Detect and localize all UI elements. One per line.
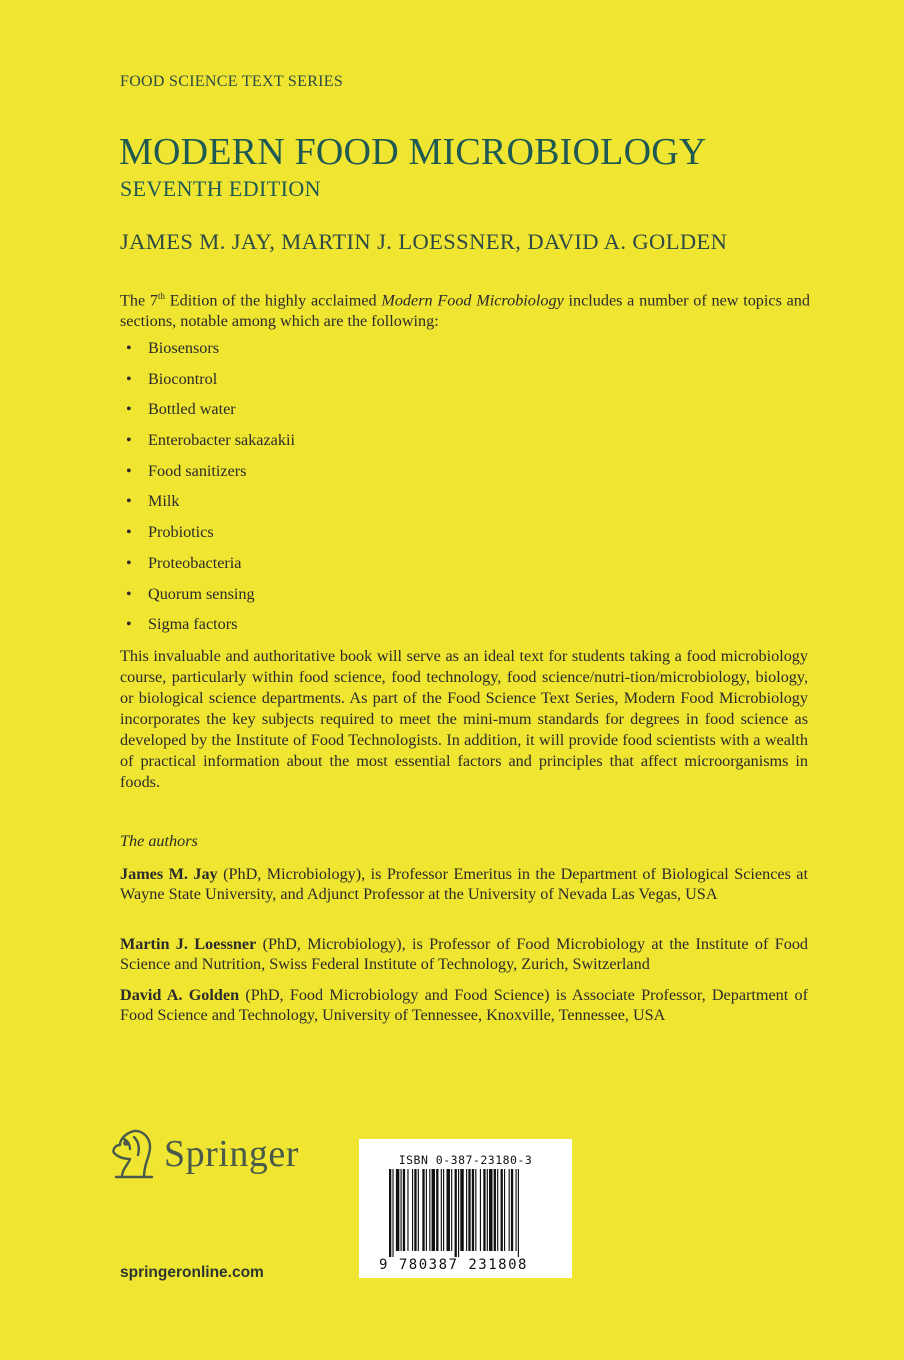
barcode-bar (511, 1169, 513, 1251)
barcode-bar (396, 1169, 399, 1251)
barcode-bar (497, 1169, 498, 1251)
author-bio (120, 934, 808, 974)
barcode-bar (403, 1169, 405, 1251)
ean-number: 9 780387 231808 (379, 1257, 528, 1273)
barcode-bar (389, 1169, 391, 1257)
author-bio (120, 864, 808, 904)
barcode-bar (487, 1169, 488, 1251)
topic-label: Biosensors (148, 339, 220, 357)
description-paragraph: This invaluable and authoritative book will serve as an ideal text for students taking a food microbiology course, particularly within food science, food technology, food science/nutri-tion/microbiology, biology, or biological science departments. As part of the Food Science Text Series, Modern Food Microbiology incorporates the key subjects required to meet the mini-mum standards for degrees in food science as developed by the Institute of Food Technologists. In addition, it will provide food scientists with a wealth of practical information about the most essential factors and principles that affect microorganisms in foods. (120, 647, 808, 791)
authors-heading: The authors (120, 832, 198, 850)
barcode-bar (422, 1169, 424, 1251)
barcode-bar (429, 1169, 430, 1251)
topics-list (126, 336, 295, 643)
bullet-icon: • (126, 584, 132, 603)
bullet-icon: • (126, 339, 132, 357)
barcode-icon (389, 1169, 564, 1257)
topic-item (126, 489, 295, 520)
barcode-bar (447, 1169, 450, 1251)
series-name: FOOD SCIENCE TEXT SERIES (120, 73, 344, 90)
barcode-bar (509, 1169, 510, 1251)
bullet-icon: • (126, 431, 132, 450)
barcode-bar (494, 1169, 496, 1251)
barcode-bar (401, 1169, 402, 1251)
intro-book-title: Modern Food Microbiology (381, 291, 564, 310)
barcode-bar (414, 1169, 416, 1251)
barcode-bar (412, 1169, 413, 1251)
barcode-bar (516, 1169, 517, 1251)
barcode-bar (460, 1169, 463, 1251)
topic-label: Enterobacter sakazakii (148, 431, 295, 450)
isbn-text: ISBN 0-387-23180-3 (398, 1153, 533, 1167)
bullet-icon: • (126, 523, 132, 542)
barcode-bar (468, 1169, 470, 1251)
bullet-icon: • (126, 369, 132, 388)
topic-item (126, 397, 295, 428)
barcode-bar (518, 1169, 519, 1257)
barcode-bar (458, 1169, 459, 1257)
barcode-bar (501, 1169, 503, 1251)
barcode-bar (480, 1169, 481, 1251)
intro-superscript: th (158, 291, 166, 301)
topic-item (126, 336, 295, 367)
barcode-bar (392, 1169, 393, 1257)
author-name: James M. Jay (120, 865, 218, 883)
topic-label: Bottled water (148, 400, 236, 419)
authors-line: JAMES M. JAY, MARTIN J. LOESSNER, DAVID A. GOLDEN (120, 229, 728, 254)
barcode-area (359, 1139, 572, 1278)
barcode-bar (489, 1169, 492, 1251)
intro-text-end: includes a number of new topics and sections, notable among which are the following: (120, 291, 810, 331)
bullet-icon: • (126, 400, 132, 419)
bullet-icon: • (126, 461, 132, 480)
barcode-bar (466, 1169, 467, 1251)
bullet-icon: • (126, 553, 132, 572)
author-bio (120, 985, 808, 1025)
topic-label: Quorum sensing (148, 584, 255, 603)
barcode-bar (436, 1169, 438, 1251)
barcode-bar (432, 1169, 435, 1251)
barcode-bar (441, 1169, 442, 1251)
topic-label: Biocontrol (148, 369, 218, 388)
barcode-bar (455, 1169, 457, 1257)
topic-label: Food sanitizers (148, 461, 247, 480)
barcode-bar (426, 1169, 427, 1251)
topic-label: Sigma factors (148, 615, 238, 634)
author-name: Martin J. Loessner (120, 935, 257, 953)
topic-item (126, 459, 295, 490)
barcode-bar (475, 1169, 476, 1251)
barcode-bar (472, 1169, 474, 1251)
barcode-bar (407, 1169, 408, 1251)
barcode-bar (451, 1169, 452, 1251)
topic-label: Probiotics (148, 523, 214, 542)
topic-label: Milk (148, 492, 180, 511)
edition: SEVENTH EDITION (120, 176, 321, 201)
barcode-bar (443, 1169, 444, 1251)
author-bio-text: (PhD, Microbiology), is Professor Emeritus in the Department of Biological Sciences at Wayne State University, and Adjunct Professor at the University of Nevada Las Vegas, USA (120, 865, 808, 903)
author-bio-text: (PhD, Microbiology), is Professor of Food Microbiology at the Institute of Food Science and Nutrition, Swiss Federal Institute of Technology, Zurich, Switzerland (120, 935, 809, 973)
author-name: David A. Golden (120, 986, 240, 1004)
topic-item (126, 428, 295, 459)
topic-item (126, 582, 295, 613)
book-title: MODERN FOOD MICROBIOLOGY (119, 131, 707, 173)
intro-text-mid: Edition of the highly acclaimed (165, 291, 382, 310)
knight-chess-icon (108, 1125, 158, 1183)
intro-text-start: The 7 (120, 291, 158, 310)
publisher-logo (108, 1125, 299, 1183)
intro-paragraph (120, 286, 810, 332)
barcode-bar (483, 1169, 485, 1251)
bullet-icon: • (126, 615, 132, 634)
topic-item (126, 367, 295, 398)
bullet-icon: • (126, 492, 132, 511)
publisher-name: Springer (164, 1133, 299, 1175)
author-bio-text: (PhD, Food Microbiology and Food Science) is Associate Professor, Department of Food Science and Technology, University of Tennessee, Knoxville, Tennessee, USA (120, 986, 809, 1024)
publisher-url: springeronline.com (120, 1264, 264, 1281)
topic-item (126, 520, 295, 551)
topic-item (126, 612, 295, 643)
barcode-bar (418, 1169, 419, 1251)
barcode-bar (504, 1169, 505, 1251)
topic-label: Proteobacteria (148, 553, 242, 572)
topic-item (126, 551, 295, 582)
